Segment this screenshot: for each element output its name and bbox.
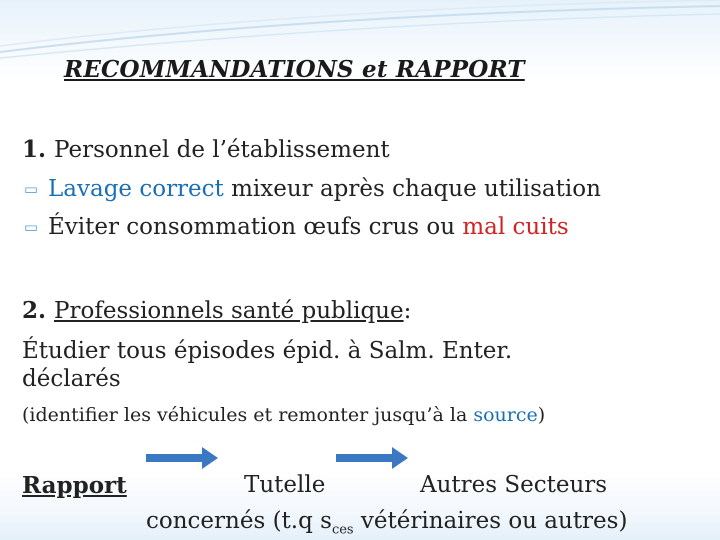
note-text: (identifier les véhicules et remonter jusqu’à la <box>22 404 474 426</box>
bullet-icon: ▭ <box>23 218 39 236</box>
section1-heading <box>22 136 390 163</box>
bullet-item-eggs <box>22 214 569 240</box>
section2-line2: déclarés <box>22 366 121 392</box>
section2-title: Professionnels santé publique <box>54 298 404 324</box>
bullet1-highlight: Lavage correct <box>48 176 224 202</box>
section2-heading <box>22 297 411 324</box>
concernes-text: concernés (t.q s <box>146 508 332 534</box>
bullet2-text: Éviter consommation œufs crus ou <box>48 214 463 240</box>
concernes-subscript: ces <box>331 522 354 538</box>
bullet1-text: mixeur après chaque utilisation <box>223 176 601 202</box>
concernes-line <box>146 508 627 538</box>
section1-title: Personnel de l’établissement <box>54 137 390 163</box>
bullet2-highlight: mal cuits <box>462 214 569 240</box>
tutelle-label: Tutelle <box>244 472 326 498</box>
note-source: source <box>473 404 538 426</box>
bullet-icon: ▭ <box>23 180 39 198</box>
page-title: RECOMMANDATIONS et RAPPORT <box>64 56 525 83</box>
right-arrow-icon <box>336 446 408 470</box>
section2-line1: Étudier tous épisodes épid. à Salm. Enter. <box>22 338 513 364</box>
section2-note <box>22 404 545 426</box>
autres-secteurs-label: Autres Secteurs <box>420 472 608 498</box>
section1-number: 1. <box>22 136 47 163</box>
right-arrow-icon <box>146 446 218 470</box>
note-close: ) <box>537 404 546 426</box>
section2-colon: : <box>403 298 412 324</box>
concernes-rest: vétérinaires ou autres) <box>353 508 628 534</box>
section2-number: 2. <box>22 297 47 324</box>
bullet-item-washing <box>22 176 601 202</box>
rapport-label: Rapport <box>22 472 127 499</box>
